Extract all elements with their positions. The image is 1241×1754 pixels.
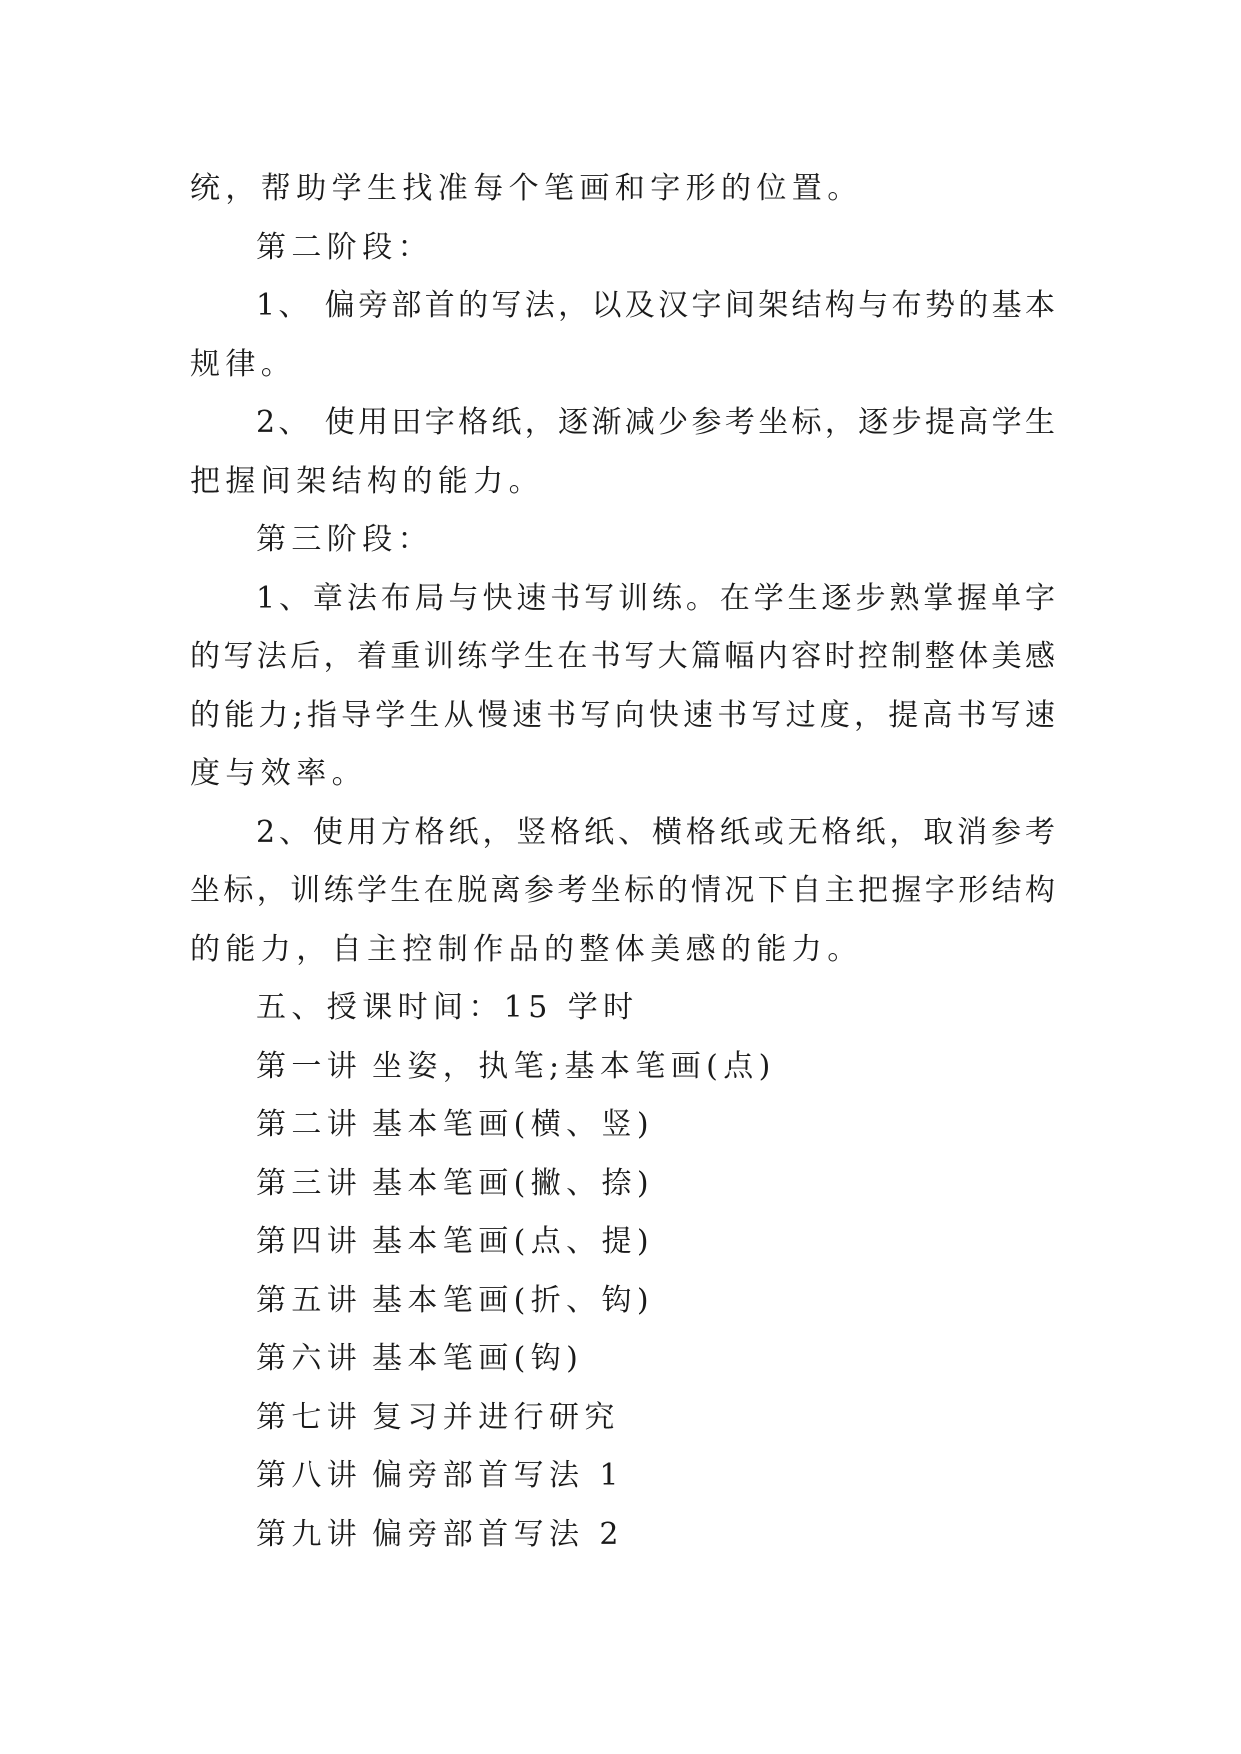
lecture-number: 第五讲 xyxy=(256,1282,363,1318)
lecture-topic: 偏旁部首写法 1 xyxy=(372,1458,624,1493)
text-line-content: 1、章法布局与快速书写训练。在学生逐步熟掌握单字 xyxy=(256,580,1055,616)
lecture-item xyxy=(190,1038,1055,1097)
paragraph-block xyxy=(190,160,1055,1038)
text-line xyxy=(190,979,1055,1038)
text-line xyxy=(190,160,1055,219)
text-line xyxy=(190,570,1055,629)
text-line xyxy=(190,862,1055,921)
text-line-content: 五、授课时间：15 学时 xyxy=(256,990,639,1025)
lecture-topic: 偏旁部首写法 2 xyxy=(372,1516,624,1552)
lecture-topic: 基本笔画(横、竖) xyxy=(372,1107,655,1142)
lecture-topic: 基本笔画(折、钩) xyxy=(372,1282,655,1318)
lecture-item xyxy=(190,1272,1055,1331)
text-line xyxy=(190,628,1055,687)
text-line xyxy=(190,277,1055,336)
text-line-content: 的能力;指导学生从慢速书写向快速书写过度，提高书写速 xyxy=(190,697,1055,733)
lecture-item xyxy=(190,1155,1055,1214)
lecture-item xyxy=(190,1330,1055,1389)
lecture-number: 第二讲 xyxy=(256,1107,363,1142)
lecture-number: 第八讲 xyxy=(256,1458,363,1493)
text-line-content: 2、使用方格纸，竖格纸、横格纸或无格纸，取消参考 xyxy=(256,814,1055,850)
text-line-content: 度与效率。 xyxy=(190,756,367,791)
text-line-content: 坐标，训练学生在脱离参考坐标的情况下自主把握字形结构 xyxy=(190,873,1055,908)
lecture-item xyxy=(190,1096,1055,1155)
lecture-topic: 基本笔画(点、提) xyxy=(372,1224,655,1259)
text-line xyxy=(190,687,1055,746)
text-line-content: 规律。 xyxy=(190,346,297,382)
lecture-number: 第三讲 xyxy=(256,1165,363,1201)
text-line-content: 统，帮助学生找准每个笔画和字形的位置。 xyxy=(190,171,863,206)
lecture-number: 第四讲 xyxy=(256,1224,363,1259)
lecture-item xyxy=(190,1389,1055,1448)
text-line xyxy=(190,804,1055,863)
text-line-content: 1、 偏旁部首的写法，以及汉字间架结构与布势的基本 xyxy=(256,288,1055,323)
text-line-content: 第三阶段： xyxy=(256,522,433,557)
text-line xyxy=(190,921,1055,980)
text-line-content: 把握间架结构的能力。 xyxy=(190,463,544,499)
text-line xyxy=(190,394,1055,453)
lecture-number: 第九讲 xyxy=(256,1516,363,1552)
lecture-topic: 坐姿，执笔;基本笔画(点) xyxy=(372,1048,776,1084)
lecture-number: 第七讲 xyxy=(256,1399,363,1435)
text-line xyxy=(190,453,1055,512)
lecture-topic: 复习并进行研究 xyxy=(372,1399,620,1435)
lecture-item xyxy=(190,1506,1055,1565)
text-line-content: 的写法后，着重训练学生在书写大篇幅内容时控制整体美感 xyxy=(190,639,1055,674)
lecture-number: 第六讲 xyxy=(256,1341,363,1376)
text-line-content: 的能力，自主控制作品的整体美感的能力。 xyxy=(190,931,863,967)
lecture-item xyxy=(190,1213,1055,1272)
lecture-item xyxy=(190,1447,1055,1506)
document-body xyxy=(190,160,1055,1564)
text-line-content: 2、 使用田字格纸，逐渐减少参考坐标，逐步提高学生 xyxy=(256,405,1055,440)
lecture-topic: 基本笔画(撇、捺) xyxy=(372,1165,655,1201)
lecture-topic: 基本笔画(钩) xyxy=(372,1341,584,1376)
text-line xyxy=(190,745,1055,804)
lecture-schedule-list xyxy=(190,1038,1055,1565)
lecture-number: 第一讲 xyxy=(256,1048,363,1084)
text-line-content: 第二阶段： xyxy=(256,229,433,265)
text-line xyxy=(190,511,1055,570)
text-line xyxy=(190,219,1055,278)
text-line xyxy=(190,336,1055,395)
